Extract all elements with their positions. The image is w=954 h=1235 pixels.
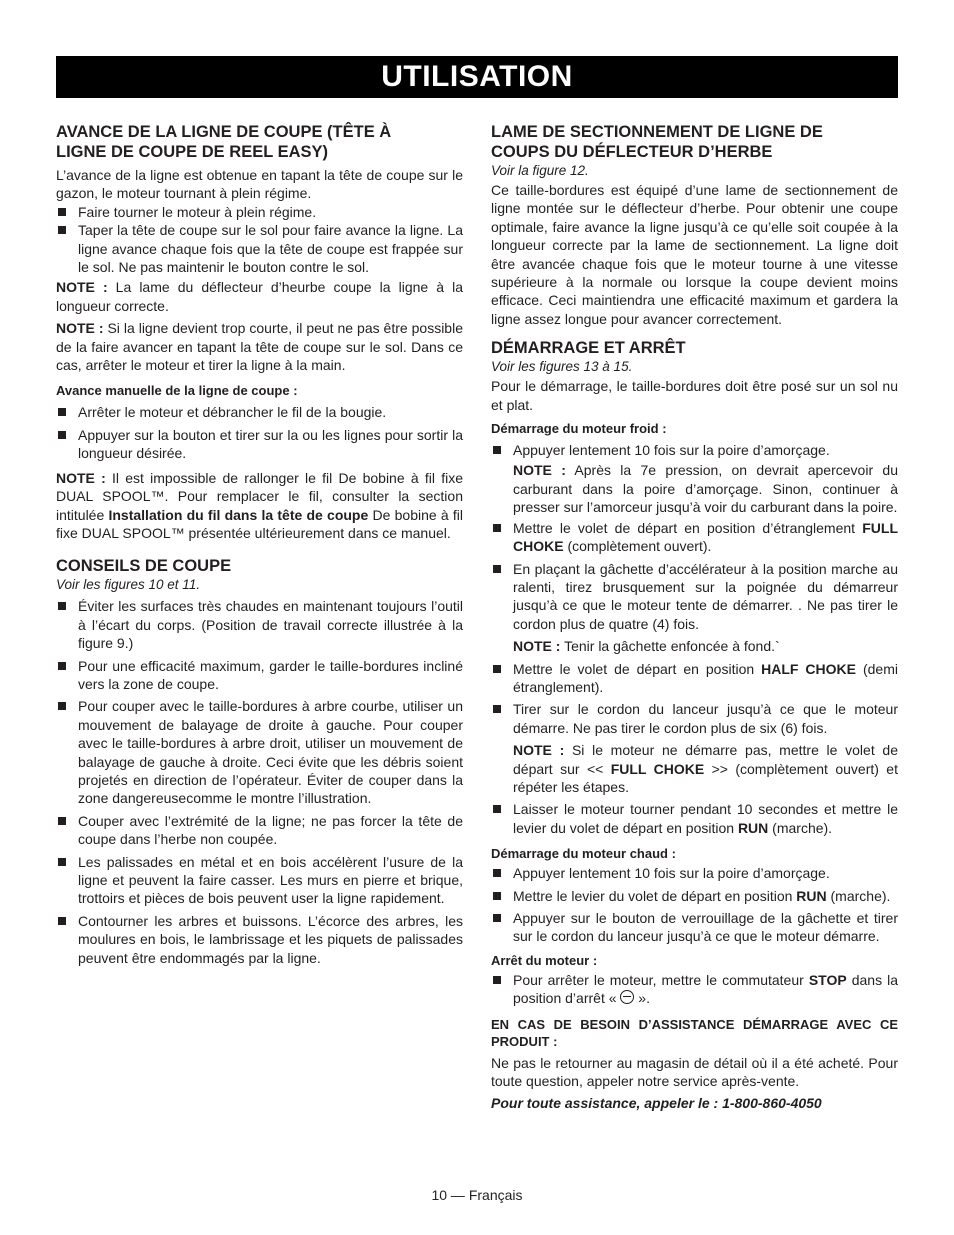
stop-steps (491, 971, 898, 1008)
heading-cutoff-blade: LAME DE SECTIONNEMENT DE LIGNE DE COUPS DU DÉFLECTEUR D’HERBE (491, 123, 823, 161)
figure-reference: Voir les figures 13 à 15. (491, 359, 633, 375)
assistance-phone: Pour toute assistance, appeler le : 1-800-860-4050 (491, 1095, 822, 1112)
start-intro: Pour le démarrage, le taille-bordures doit être posé sur un sol nu et plat. (491, 378, 898, 413)
list-item: Contourner les arbres et buissons. L’écorce des arbres, les moulures en bois, le lambrissage et les piquets de palissades peuvent être endommagés par la ligne. (56, 912, 463, 967)
figure-reference: Voir la figure 12. (491, 163, 589, 178)
list-item: Appuyer sur la bouton et tirer sur la ou les lignes pour sortir la longueur désirée. (56, 426, 463, 463)
stop-symbol-icon (620, 990, 634, 1004)
heading-cutting-tips: CONSEILS DE COUPE (56, 557, 232, 576)
list-item: Appuyer lentement 10 fois sur la poire d’amorçage. (491, 864, 898, 882)
line-feed-intro: L’avance de la ligne est obtenue en tapant la tête de coupe sur le gazon, le moteur tournant à plein régime. (56, 167, 463, 202)
note-trigger: NOTE : Tenir la gâchette enfoncée à fond.` (513, 638, 780, 655)
note-blade: NOTE : La lame du déflecteur d’heurbe coupe la ligne à la longueur correcte. (56, 279, 463, 314)
subheading-manual-feed: Avance manuelle de la ligne de coupe : (56, 383, 298, 399)
cutoff-blade-body: Ce taille-bordures est équipé d’une lame de sectionnement de ligne montée sur le déflecteur d’herbe. Pour obtenir une coupe optimale, faire avance la ligne jusqu’à ce qu’elle soit coupée à la longueur correcte par la lame de sectionnement. La ligne doit être avancée chaque fois que le moteur tourne à une vitesse supérieure à la normale ou lorsque la coupe devient moins efficace. Ceci maintiendra une efficacité maximum et gardera la ligne assez longue pour avancer correctement. (491, 182, 898, 327)
list-item: Taper la tête de coupe sur le sol pour faire avance la ligne. La ligne avance chaque fois que la tête de coupe est frappée sur le sol. Ne pas maintenir le bouton contre le sol. (56, 221, 463, 276)
manual-feed-steps (56, 403, 463, 462)
list-item: Mettre le volet de départ en position d’étranglement FULL CHOKE (complètement ouvert). (491, 519, 898, 556)
subheading-cold-start: Démarrage du moteur froid : (491, 421, 667, 437)
section-title-bar (56, 56, 898, 98)
list-item: Mettre le levier du volet de départ en position RUN (marche). (491, 887, 898, 905)
right-column (491, 122, 898, 1113)
hot-start-steps (491, 864, 898, 946)
list-item: Les palissades en métal et en bois accélèrent l’usure de la ligne et peuvent la faire casser. Les murs en pierre et brique, trottoirs et pièces de bois peuvent user la ligne rapidement. (56, 853, 463, 908)
subheading-hot-start: Démarrage du moteur chaud : (491, 846, 676, 862)
assistance-heading: EN CAS DE BESOIN D’ASSISTANCE DÉMARRAGE AVEC CE PRODUIT : (491, 1016, 898, 1049)
list-item: Pour une efficacité maximum, garder le taille-bordures incliné vers la zone de coupe. (56, 657, 463, 694)
figure-reference: Voir les figures 10 et 11. (56, 577, 201, 593)
list-item: Couper avec l’extrémité de la ligne; ne pas forcer la tête de coupe dans l’herbe non coupée. (56, 812, 463, 849)
page-footer (0, 1187, 954, 1203)
list-item: Appuyer lentement 10 fois sur la poire d’amorçage. (491, 441, 898, 459)
page-number: 10 — Français (431, 1187, 523, 1203)
note-too-short: NOTE : Si la ligne devient trop courte, il peut ne pas être possible de la faire avancer en tapant la tête de coupe sur le sol. Dans ce cas, arrêter le moteur et tirer la ligne à la main. (56, 320, 463, 374)
cold-start-steps-4 (491, 800, 898, 837)
heading-start-stop: DÉMARRAGE ET ARRÊT (491, 339, 686, 358)
cold-start-steps-2 (491, 519, 898, 633)
list-item: Tirer sur le cordon du lanceur jusqu’à ce que le moteur démarre. Ne pas tirer le cordon plus de six (6) fois. (491, 700, 898, 737)
left-column (56, 122, 463, 967)
cold-start-steps-3 (491, 660, 898, 738)
page-title: UTILISATION (381, 60, 573, 93)
list-item: En plaçant la gâchette d’accélérateur à la position marche au ralenti, tirez brusquement sur la poignée du démarreur jusqu’à ce que le moteur tente de démarrer. . Ne pas tirer le cordon plus de quatre (4) fois. (491, 560, 898, 634)
line-feed-steps (56, 203, 463, 277)
note-primer: NOTE : Après la 7e pression, on devrait apercevoir du carburant dans la poire d’amorçage. Sinon, continuer à presser sur l’amorceur jusqu’à voir du carburant dans la poire. (513, 462, 898, 516)
list-item: Arrêter le moteur et débrancher le fil de la bougie. (56, 403, 463, 421)
list-item: Faire tourner le moteur à plein régime. (56, 203, 463, 221)
list-item: Laisser le moteur tourner pendant 10 secondes et mettre le levier du volet de départ en position RUN (marche). (491, 800, 898, 837)
list-item: Pour arrêter le moteur, mettre le commutateur STOP dans la position d’arrêt « ». (491, 971, 898, 1008)
note-dual-spool: NOTE : Il est impossible de rallonger le fil De bobine à fil fixe DUAL SPOOL™. Pour remplacer le fil, consulter la section intitulée Installation du fil dans la tête de coupe De bobine à fil fixe DUAL SPOOL™ présentée ultérieurement dans ce manuel. (56, 469, 463, 541)
cold-start-steps (491, 441, 898, 459)
note-no-start: NOTE : Si le moteur ne démarre pas, mettre le volet de départ sur << FULL CHOKE >> (complètement ouvert) et répéter les étapes. (513, 742, 898, 795)
list-item: Mettre le volet de départ en position HALF CHOKE (demi étranglement). (491, 660, 898, 697)
cutting-tips-list (56, 597, 463, 967)
list-item: Éviter les surfaces très chaudes en maintenant toujours l’outil à l’écart du corps. (Position de travail correcte illustrée à la figure 9.) (56, 597, 463, 652)
subheading-stop: Arrêt du moteur : (491, 952, 598, 968)
assistance-body: Ne pas le retourner au magasin de détail où il a été acheté. Pour toute question, appeler notre service après-vente. (491, 1054, 898, 1090)
list-item: Pour couper avec le taille-bordures à arbre courbe, utiliser un mouvement de balayage de droite à gauche. Pour couper avec le taille-bordures à arbre droit, utiliser un mouvement de balayage de gauche à droite. Ceci évite que les débris soient projetés en direction de l’opérateur. Éviter de couper dans la zone dangereusecomme le montre l’illustration. (56, 697, 463, 807)
heading-line-feed: AVANCE DE LA LIGNE DE COUPE (TÊTE À LIGNE DE COUPE DE REEL EASY) (56, 123, 392, 161)
list-item: Appuyer sur le bouton de verrouillage de la gâchette et tirer sur le cordon du lanceur jusqu’à ce que le moteur démarre. (491, 909, 898, 946)
